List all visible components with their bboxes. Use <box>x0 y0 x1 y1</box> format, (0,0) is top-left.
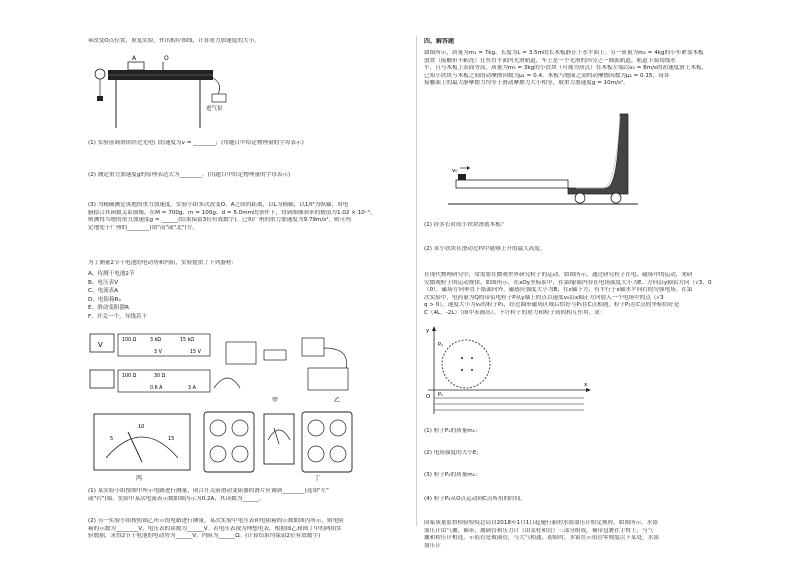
resistor-label: 100 Ω <box>122 338 137 343</box>
p3-line: 血压计 <box>424 542 441 549</box>
p2-question-2: (2) 电场强度的大小E； <box>424 450 482 456</box>
sub3-line: 则测得当地的重力加速度g = ______(结果保留3位有效数字)。已知广州的重力加速度为9.79m/s²，则可判 <box>88 217 351 224</box>
p3-line: 血压计由气囊、袖带、玻璃管和压力计（由汞柱和管）三部分组成。袖带包裹在手臂上，与气 <box>424 527 654 534</box>
problem-3-text <box>424 520 659 550</box>
v0-label: v₀ <box>452 168 458 174</box>
ammeter-label: 100 Ω <box>122 374 137 379</box>
sub-question-3 <box>88 202 376 232</box>
equipment-item: D、电阻箱R₀ <box>88 296 121 303</box>
p1-line: 如图所示，质量为m₁ = 7kg、长度为L = 3.5m的长木板静止于水平面上。另一质量为m₂ = 4kg的小车紧靠木板 <box>424 50 704 56</box>
ammeter-label: 3 A <box>188 386 196 391</box>
p1-line: 已知小铁块与木板之间的动摩擦因数为μ₁ = 0.4，木板与地面之间的动摩擦因数为μ₂ = 0.15，设各 <box>424 72 670 79</box>
figure-ding-label: 丁 <box>314 475 321 482</box>
sub3-line: (3) 为精确测定该地的重力加速度，实验小组多次改变O、A之间的距离，以L为横轴，以1/t²为纵轴，用电 <box>88 202 349 208</box>
equipment-item: B、电压表V <box>88 279 119 286</box>
figure-jia-label: 甲 <box>272 397 279 404</box>
wheel-icon <box>611 193 621 203</box>
equipment-item: A、待测干电池2节 <box>88 271 135 277</box>
wheel-icon <box>575 193 585 203</box>
p2-question-4: (4) 粒子P₂从O点运动到C点所用的时间。 <box>424 496 526 502</box>
p2-line: （0），磁场方向垂直于纸面向外，磁感应强度大小为B，在x轴下方，有平行于x轴水平向右的匀强电场。在第 <box>424 287 693 294</box>
voltmeter-letter: V <box>98 341 103 349</box>
p2-line: q > 0），速度大小为v₀的粒子P₂，经过圆形磁场区域后恰好与P₁在C点相遇，粒子P₁在C点的坐标恰好是 <box>424 302 680 309</box>
resistance-box-icon <box>204 412 254 472</box>
problem-2-text <box>424 272 712 318</box>
figure-bing-label: 丙 <box>136 475 143 482</box>
equipment-item: F、开关一个，导线若干 <box>88 313 148 320</box>
emf-q2-line: 验数据，求得2节干电池的电动势为______V，内阻为______Ω。(计算结果均保留2位有效数字) <box>88 533 321 540</box>
resistor-label: 15 V <box>190 350 201 355</box>
p2-line: C（4L，-2L）（图中未画出）。不计粒子的重力和粒子间的相互作用。求： <box>424 309 606 316</box>
p1-line: 接触面上的最大静摩擦力均等于滑动摩擦力大小相等，取重力加速度g = 10m/s²。 <box>424 80 629 87</box>
p2-question-1: (1) 粒子P₁的质量m₁； <box>424 428 481 434</box>
cart-ramp-figure <box>448 94 648 212</box>
problem-1-text <box>424 50 707 88</box>
ammeter-icon <box>90 370 114 388</box>
p2-line: 次实验中，电荷量为Q的带负电粒子P从y轴上的点以速度v₀沿x轴正方向射入一个电场中的点（√3 <box>424 294 664 301</box>
p1-line: 平，且与木板上表面等高。质量为m₃ = 3kg的小铁块（可视为质点）在木板左端以v₀ = 8m/s的初速度滑上木板， <box>424 65 708 72</box>
emf-q1-line: 或"右")端。实验中某次电流表示数如图丙示为0.2A，其读数为______。 <box>88 495 265 502</box>
q4-intro: ④改变O点位置，重复实验，作出相应图线，计算重力加速度的大小。 <box>88 38 260 44</box>
p3-line: 囊和检压计相连，示值管是玻璃管，与大气相通，初始时，水银在示值管零刻度以下某处，水银 <box>424 535 659 542</box>
x-axis-label: x <box>584 382 588 388</box>
y-axis-label: y <box>426 328 430 334</box>
origin-label: O <box>426 394 431 400</box>
equipment-item: C、电流表A <box>88 288 119 295</box>
ammeter-label: 0.6 A <box>150 386 163 391</box>
field-figure <box>424 324 594 416</box>
label-a: A <box>132 55 137 62</box>
p2-question-3: (3) 粒子P₂的质量m₂； <box>424 472 481 478</box>
emf-q1-line: (1) 某实验小组按图甲所示电路进行测量，闭合开关前滑动变阻器的滑片应调到________(选填"左" <box>88 488 329 494</box>
resistor-label: 3 kΩ <box>150 338 162 343</box>
emf-intro: 为了测量2节干电池的电动势和内阻，实验提供了下列器材： <box>88 260 237 266</box>
p1-line: 放置（接触但不粘连）在竖直平面内光滑轨道，车上是一个光滑的四分之一圆弧轨道，轨道下端切线水 <box>424 57 676 64</box>
scale-label: 15 <box>168 436 175 442</box>
p2-label: P₂ <box>438 342 444 348</box>
section-title: 四、解答题 <box>424 38 455 45</box>
sub-question-2: (2) 测定重力加速度g的原理表达式为________。(用题目中给定物理量的字母表示) <box>88 172 291 178</box>
p3-line: 国家质量监督检验检疫总局自2018年1月1日起施行新的水银血压计检定规程。如图所示，水银 <box>424 520 658 526</box>
equipment-item: E、滑动变阻器R <box>88 305 129 312</box>
p1-label: P₁ <box>438 392 444 398</box>
label-o: O <box>164 55 169 62</box>
emf-q2-line: (2) 另一实验小组按照图乙所示的电路进行测量，某次实验中电压表和电阻箱的示数如图丙所示，则电阻 <box>88 518 344 524</box>
figure-yi-label: 乙 <box>334 397 341 404</box>
scale-label: 5 <box>110 436 114 442</box>
scale-label: 10 <box>138 424 145 430</box>
sub3-line: 脑拟合其函数关系图像。在M = 700g、m = 100g、d = 5.0mm的条件下，得到图像斜率的数值为1.02 × 10⁻³， <box>88 209 376 216</box>
emf-question-1 <box>88 488 329 503</box>
air-track-figure <box>88 48 238 130</box>
sub3-line: 定地处于广州的________(填"南"或"北")方。 <box>88 224 198 231</box>
p2-line: 在现代物理研究中，常需要在微观世界研究粒子的运动。如图所示，通过研究粒子在电、磁场中的运动，来研 <box>424 272 693 278</box>
circuit-figures <box>88 328 358 406</box>
sub-question-1: (1) 实验前调滑块经过光电门的速度为v = ________；(用题目中给定物理量的字母表示) <box>88 140 304 146</box>
magnetic-field-circle <box>442 340 490 388</box>
meter-figures <box>88 410 358 482</box>
emf-q2-line: 箱的示数为________V，电压表的读数为______V。若电压表视为理想电表，根据图乙和图丁中的两组实 <box>88 525 342 532</box>
column-divider <box>416 36 417 526</box>
equipment-list <box>88 270 147 322</box>
resistor-label: 15 kΩ <box>180 338 195 343</box>
ammeter-label: 30 Ω <box>154 374 166 379</box>
resistor-label: 3 V <box>154 350 162 355</box>
p1-question-2: (2) 求小铁块在滑动过程中能够上升的最大高度。 <box>424 246 546 252</box>
p2-line: 究微观粒子的运动规律。如图所示，在xOy坐标系中，在第Ⅰ象限内存在电场强度大小为E、方向沿y轴负方向（√3，0 <box>424 279 712 286</box>
emf-question-2 <box>88 518 344 541</box>
p1-question-1: (1) 经多长时间小铁块滑离木板？ <box>424 222 507 228</box>
pump-label: 进气泵 <box>206 106 223 112</box>
